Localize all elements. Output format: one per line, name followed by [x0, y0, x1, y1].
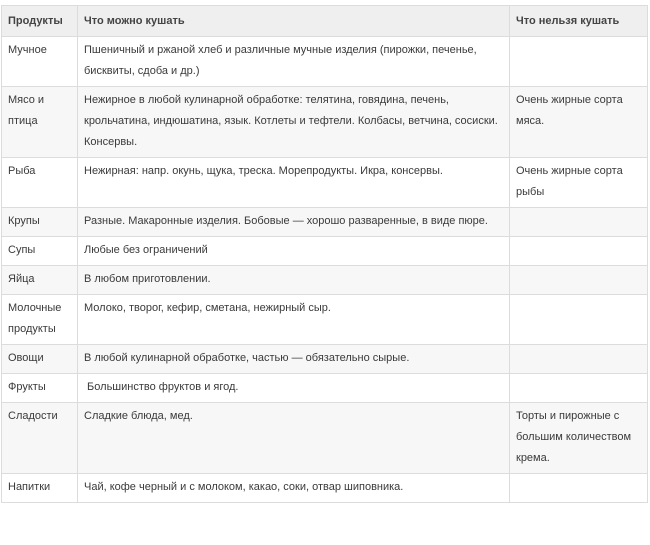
product-cell: Молочные продукты — [2, 295, 78, 345]
allowed-cell: Нежирная: напр. окунь, щука, треска. Морепродукты. Икра, консервы. — [78, 158, 510, 208]
table-row — [2, 374, 648, 403]
table-row — [2, 37, 648, 87]
product-cell: Мучное — [2, 37, 78, 87]
allowed-cell: Пшеничный и ржаной хлеб и различные мучные изделия (пирожки, печенье, бисквиты, сдоба и др.) — [78, 37, 510, 87]
table-header — [2, 6, 648, 37]
table-body — [2, 37, 648, 503]
forbidden-cell: Очень жирные сорта мяса. — [510, 87, 648, 158]
product-cell: Мясо и птица — [2, 87, 78, 158]
table-row — [2, 266, 648, 295]
product-cell: Напитки — [2, 474, 78, 503]
allowed-cell: Молоко, творог, кефир, сметана, нежирный сыр. — [78, 295, 510, 345]
diet-table — [1, 5, 648, 503]
product-cell: Овощи — [2, 345, 78, 374]
forbidden-cell — [510, 374, 648, 403]
table-row — [2, 345, 648, 374]
product-cell: Яйца — [2, 266, 78, 295]
allowed-cell: Чай, кофе черный и с молоком, какао, соки, отвар шиповника. — [78, 474, 510, 503]
header-forbidden: Что нельзя кушать — [510, 6, 648, 37]
table-row — [2, 295, 648, 345]
table-row — [2, 87, 648, 158]
allowed-cell: Большинство фруктов и ягод. — [78, 374, 510, 403]
forbidden-cell — [510, 237, 648, 266]
table-row — [2, 403, 648, 474]
header-allowed: Что можно кушать — [78, 6, 510, 37]
forbidden-cell — [510, 266, 648, 295]
forbidden-cell: Очень жирные сорта рыбы — [510, 158, 648, 208]
header-row — [2, 6, 648, 37]
table-row — [2, 208, 648, 237]
product-cell: Фрукты — [2, 374, 78, 403]
allowed-cell: Разные. Макаронные изделия. Бобовые — хорошо разваренные, в виде пюре. — [78, 208, 510, 237]
table-row — [2, 474, 648, 503]
header-products: Продукты — [2, 6, 78, 37]
product-cell: Крупы — [2, 208, 78, 237]
forbidden-cell — [510, 345, 648, 374]
allowed-cell: В любой кулинарной обработке, частью — обязательно сырые. — [78, 345, 510, 374]
table-row — [2, 158, 648, 208]
allowed-cell: Сладкие блюда, мед. — [78, 403, 510, 474]
forbidden-cell — [510, 37, 648, 87]
product-cell: Супы — [2, 237, 78, 266]
forbidden-cell: Торты и пирожные с большим количеством крема. — [510, 403, 648, 474]
forbidden-cell — [510, 208, 648, 237]
forbidden-cell — [510, 295, 648, 345]
forbidden-cell — [510, 474, 648, 503]
product-cell: Рыба — [2, 158, 78, 208]
allowed-cell: Любые без ограничений — [78, 237, 510, 266]
allowed-cell: Нежирное в любой кулинарной обработке: телятина, говядина, печень, крольчатина, индюшатина, язык. Котлеты и тефтели. Колбасы, ветчина, сосиски. Консервы. — [78, 87, 510, 158]
content-area — [1, 5, 647, 503]
table-row — [2, 237, 648, 266]
allowed-cell: В любом приготовлении. — [78, 266, 510, 295]
product-cell: Сладости — [2, 403, 78, 474]
